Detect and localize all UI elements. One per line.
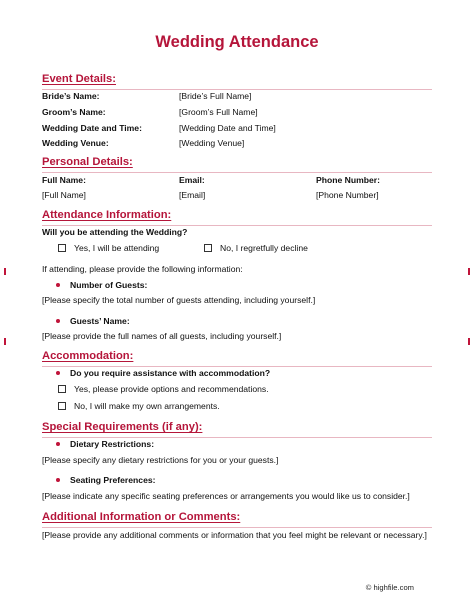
bride-name-value[interactable]: [Bride’s Full Name] xyxy=(179,91,252,101)
dietary-restrictions-label: Dietary Restrictions: xyxy=(70,439,155,449)
email-value[interactable]: [Email] xyxy=(179,190,206,200)
additional-info-heading: Additional Information or Comments: xyxy=(42,511,241,523)
event-details-heading: Event Details: xyxy=(42,73,116,85)
additional-info-value[interactable]: [Please provide any additional comments or information that you feel might be relevant or necessary.] xyxy=(42,530,427,540)
divider xyxy=(42,172,432,173)
wedding-venue-label: Wedding Venue: xyxy=(42,138,109,148)
groom-name-label: Groom’s Name: xyxy=(42,107,106,117)
number-of-guests-label: Number of Guests: xyxy=(70,280,148,290)
accommodation-heading: Accommodation: xyxy=(42,350,134,362)
full-name-label: Full Name: xyxy=(42,175,86,185)
fold-mark-left-top xyxy=(4,268,6,275)
wedding-datetime-label: Wedding Date and Time: xyxy=(42,123,142,133)
phone-value[interactable]: [Phone Number] xyxy=(316,190,379,200)
wedding-venue-value[interactable]: [Wedding Venue] xyxy=(179,138,245,148)
attendance-heading: Attendance Information: xyxy=(42,209,172,221)
divider xyxy=(42,366,432,367)
special-requirements-heading: Special Requirements (if any): xyxy=(42,421,203,433)
bullet-icon xyxy=(56,371,60,375)
bullet-icon xyxy=(56,283,60,287)
groom-name-value[interactable]: [Groom’s Full Name] xyxy=(179,107,258,117)
seating-preferences-value[interactable]: [Please indicate any specific seating preferences or arrangements you would like us to consider.] xyxy=(42,491,410,501)
copyright-footer: © highfile.com xyxy=(365,583,414,592)
divider xyxy=(42,225,432,226)
wedding-datetime-value[interactable]: [Wedding Date and Time] xyxy=(179,123,276,133)
seating-preferences-item xyxy=(56,475,156,485)
accommodation-no-option[interactable] xyxy=(58,401,220,411)
attending-no-label: No, I regretfully decline xyxy=(220,243,308,253)
checkbox-icon[interactable] xyxy=(58,402,66,410)
divider xyxy=(42,527,432,528)
full-name-value[interactable]: [Full Name] xyxy=(42,190,86,200)
guests-name-value[interactable]: [Please provide the full names of all guests, including yourself.] xyxy=(42,331,282,341)
dietary-restrictions-value[interactable]: [Please specify any dietary restrictions for you or your guests.] xyxy=(42,455,279,465)
accommodation-question-item xyxy=(56,368,270,378)
fold-mark-right-bottom xyxy=(468,338,470,345)
attending-no-option[interactable] xyxy=(204,243,308,253)
number-of-guests-value[interactable]: [Please specify the total number of guests attending, including yourself.] xyxy=(42,295,316,305)
checkbox-icon[interactable] xyxy=(58,385,66,393)
accommodation-yes-option[interactable] xyxy=(58,384,269,394)
personal-details-heading: Personal Details: xyxy=(42,156,133,168)
bullet-icon xyxy=(56,442,60,446)
attendance-question: Will you be attending the Wedding? xyxy=(42,227,188,237)
divider xyxy=(42,437,432,438)
guests-name-label: Guests’ Name: xyxy=(70,316,130,326)
guests-name-item xyxy=(56,316,130,326)
bullet-icon xyxy=(56,478,60,482)
attending-yes-option[interactable] xyxy=(58,243,159,253)
seating-preferences-label: Seating Preferences: xyxy=(70,475,156,485)
fold-mark-left-bottom xyxy=(4,338,6,345)
bride-name-label: Bride’s Name: xyxy=(42,91,100,101)
accommodation-yes-label: Yes, please provide options and recommendations. xyxy=(74,384,269,394)
number-of-guests-item xyxy=(56,280,147,290)
checkbox-icon[interactable] xyxy=(58,244,66,252)
fold-mark-right-top xyxy=(468,268,470,275)
accommodation-no-label: No, I will make my own arrangements. xyxy=(74,401,220,411)
checkbox-icon[interactable] xyxy=(204,244,212,252)
if-attending-instruction: If attending, please provide the following information: xyxy=(42,264,243,274)
divider xyxy=(42,89,432,90)
email-label: Email: xyxy=(179,175,205,185)
attending-yes-label: Yes, I will be attending xyxy=(74,243,160,253)
phone-label: Phone Number: xyxy=(316,175,380,185)
accommodation-question: Do you require assistance with accommodation? xyxy=(70,368,271,378)
page-title: Wedding Attendance xyxy=(155,33,319,51)
dietary-restrictions-item xyxy=(56,439,154,449)
bullet-icon xyxy=(56,319,60,323)
